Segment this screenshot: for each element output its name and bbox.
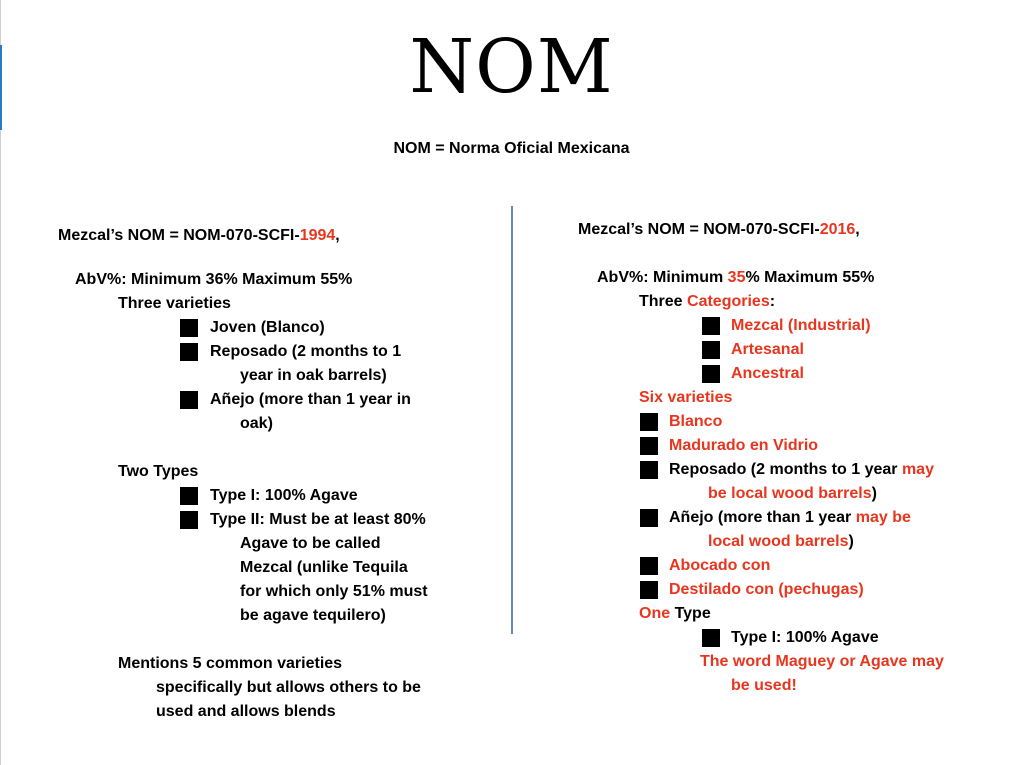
left-varieties-label: Three varieties (118, 295, 231, 312)
left-variety-item: Añejo (more than 1 year in (210, 391, 411, 408)
right-variety-item: Reposado (2 months to 1 year may (669, 461, 934, 478)
bullet-square-icon (180, 487, 198, 505)
right-type-item: Type I: 100% Agave (731, 629, 879, 646)
bullet-square-icon (640, 461, 658, 479)
left-type-item: Type II: Must be at least 80% (210, 511, 426, 528)
right-variety-item-cont: local wood barrels) (708, 533, 854, 550)
left-variety-item-cont: year in oak barrels) (240, 367, 387, 384)
right-variety-item: Madurado en Vidrio (669, 437, 819, 454)
column-divider (511, 206, 513, 634)
bullet-square-icon (640, 581, 658, 599)
subtitle: NOM = Norma Oficial Mexicana (393, 140, 630, 157)
bullet-square-icon (180, 319, 198, 337)
right-maguey-note: The word Maguey or Agave may (700, 653, 944, 670)
left-mentions-cont: specifically but allows others to be (156, 679, 421, 696)
left-variety-item: Reposado (2 months to 1 (210, 343, 402, 360)
bullet-square-icon (702, 341, 720, 359)
right-variety-item: Destilado con (pechugas) (669, 581, 864, 598)
left-heading: Mezcal’s NOM = NOM-070-SCFI-1994, (58, 227, 340, 244)
left-mentions-cont: used and allows blends (156, 703, 336, 720)
page-title: NOM (409, 24, 614, 110)
bullet-square-icon (640, 437, 658, 455)
right-variety-item: Blanco (669, 413, 723, 430)
left-type-item-cont: be agave tequilero) (240, 607, 386, 624)
bullet-square-icon (180, 343, 198, 361)
right-maguey-note-cont: be used! (731, 677, 797, 694)
left-mentions: Mentions 5 common varieties (118, 655, 343, 672)
right-category-item: Ancestral (731, 365, 804, 382)
right-category-item: Mezcal (Industrial) (731, 317, 871, 334)
left-variety-item: Joven (Blanco) (210, 319, 325, 336)
left-types-label: Two Types (118, 463, 199, 480)
bullet-square-icon (702, 365, 720, 383)
bullet-square-icon (640, 557, 658, 575)
bullet-square-icon (702, 629, 720, 647)
right-category-item: Artesanal (731, 341, 804, 358)
right-abv: AbV%: Minimum 35% Maximum 55% (597, 269, 875, 286)
right-six-varieties: Six varieties (639, 389, 733, 406)
left-variety-item-cont: oak) (240, 415, 273, 432)
bullet-square-icon (180, 511, 198, 529)
left-type-item-cont: Agave to be called (240, 535, 381, 552)
bullet-square-icon (180, 391, 198, 409)
right-one-type: One Type (639, 605, 711, 622)
right-variety-item: Añejo (more than 1 year may be (669, 509, 911, 526)
bullet-square-icon (702, 317, 720, 335)
left-type-item-cont: Mezcal (unlike Tequila (240, 559, 408, 576)
right-variety-item-cont: be local wood barrels) (708, 485, 877, 502)
right-variety-item: Abocado con (669, 557, 771, 574)
right-heading: Mezcal’s NOM = NOM-070-SCFI-2016, (578, 221, 860, 238)
bullet-square-icon (640, 413, 658, 431)
left-abv: AbV%: Minimum 36% Maximum 55% (75, 271, 353, 288)
right-categories-label: Three Categories: (639, 293, 776, 310)
left-type-item-cont: for which only 51% must (240, 583, 428, 600)
left-type-item: Type I: 100% Agave (210, 487, 358, 504)
bullet-square-icon (640, 509, 658, 527)
